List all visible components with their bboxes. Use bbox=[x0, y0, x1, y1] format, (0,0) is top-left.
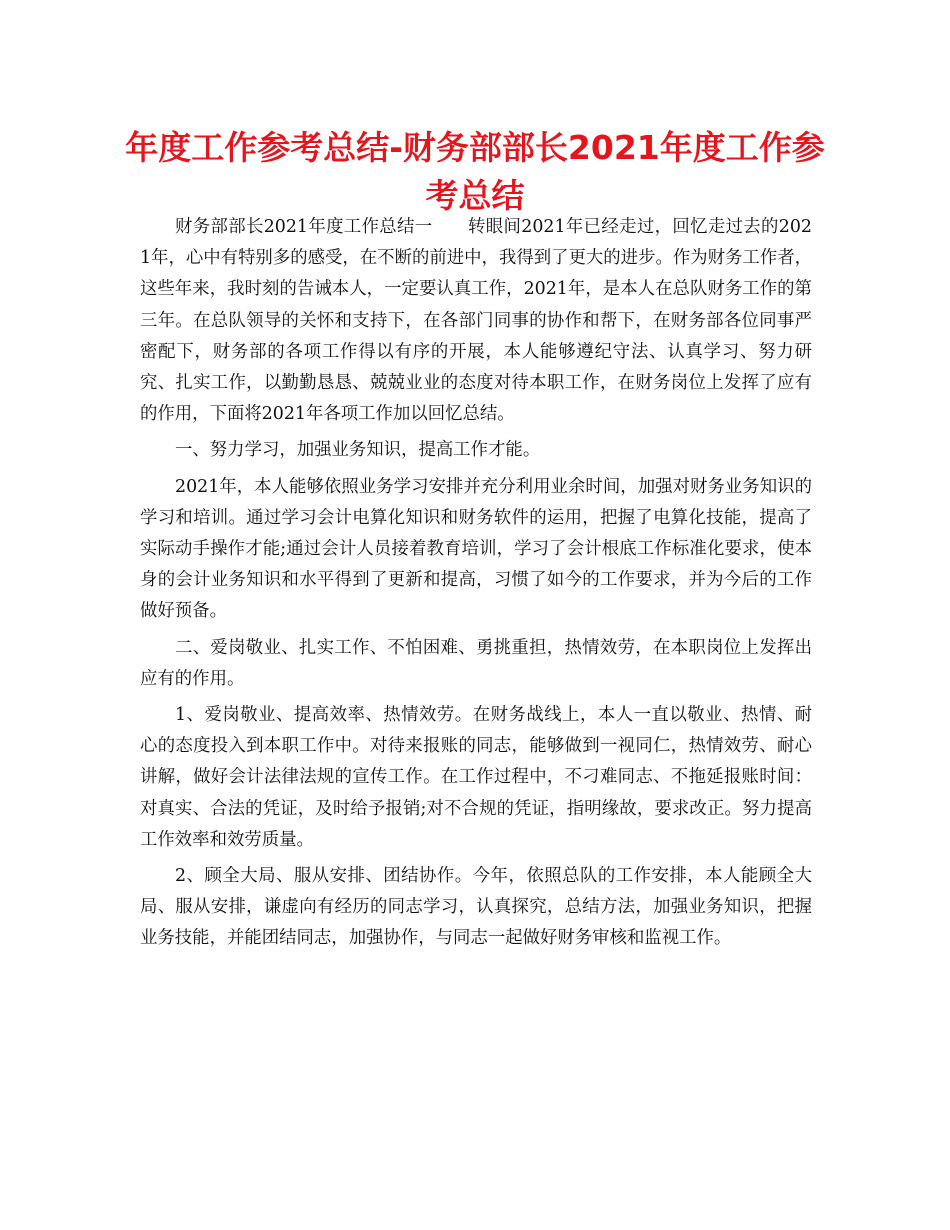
paragraph-item-2: 2、顾全大局、服从安排、团结协作。今年，依照总队的工作安排，本人能顾全大局、服从安排，谦虚向有经历的同志学习，认真探究，总结方法，加强业务知识，把握业务技能，并能团结同志，加强协作，与同志一起做好财务审核和监视工作。 bbox=[140, 866, 812, 949]
paragraph-heading-1: 一、努力学习，加强业务知识，提高工作才能。 bbox=[175, 440, 541, 461]
paragraph-item-1: 1、爱岗敬业、提高效率、热情效劳。在财务战线上，本人一直以敬业、热情、耐心的态度投入到本职工作中。对待来报账的同志，能够做到一视同仁，热情效劳、耐心讲解，做好会计法律法规的宣传工作。在工作过程中，不刁难同志、不拖延报账时间：对真实、合法的凭证，及时给予报销;对不合规的凭证，指明缘故，要求改正。努力提高工作效率和效劳质量。 bbox=[140, 705, 812, 850]
document-body bbox=[140, 212, 812, 960]
paragraph-study: 2021年，本人能够依照业务学习安排并充分利用业余时间，加强对财务业务知识的学习和培训。通过学习会计电算化知识和财务软件的运用，把握了电算化技能，提高了实际动手操作才能;通过会计人员接着教育培训，学习了会计根底工作标准化要求，使本身的会计业务知识和水平得到了更新和提高，习惯了如今的工作要求，并为今后的工作做好预备。 bbox=[140, 476, 812, 622]
paragraph-intro: 财务部部长2021年度工作总结一 转眼间2021年已经走过，回忆走过去的2021年，心中有特别多的感受，在不断的前进中，我得到了更大的进步。作为财务工作者，这些年来，我时刻的告诫本人，一定要认真工作，2021年，是本人在总队财务工作的第三年。在总队领导的关怀和支持下，在各部门同事的协作和帮下，在财务部各位同事严密配下，财务部的各项工作得以有序的开展，本人能够遵纪守法、认真学习、努力研究、扎实工作，以勤勤恳恳、兢兢业业的态度对待本职工作，在财务岗位上发挥了应有的作用，下面将2021年各项工作加以回忆总结。 bbox=[140, 217, 812, 425]
paragraph-heading-2: 二、爱岗敬业、扎实工作、不怕困难、勇挑重担，热情效劳，在本职岗位上发挥出应有的作用。 bbox=[140, 637, 812, 689]
document-title: 年度工作参考总结-财务部部长2021年度工作参考总结 bbox=[125, 128, 825, 215]
